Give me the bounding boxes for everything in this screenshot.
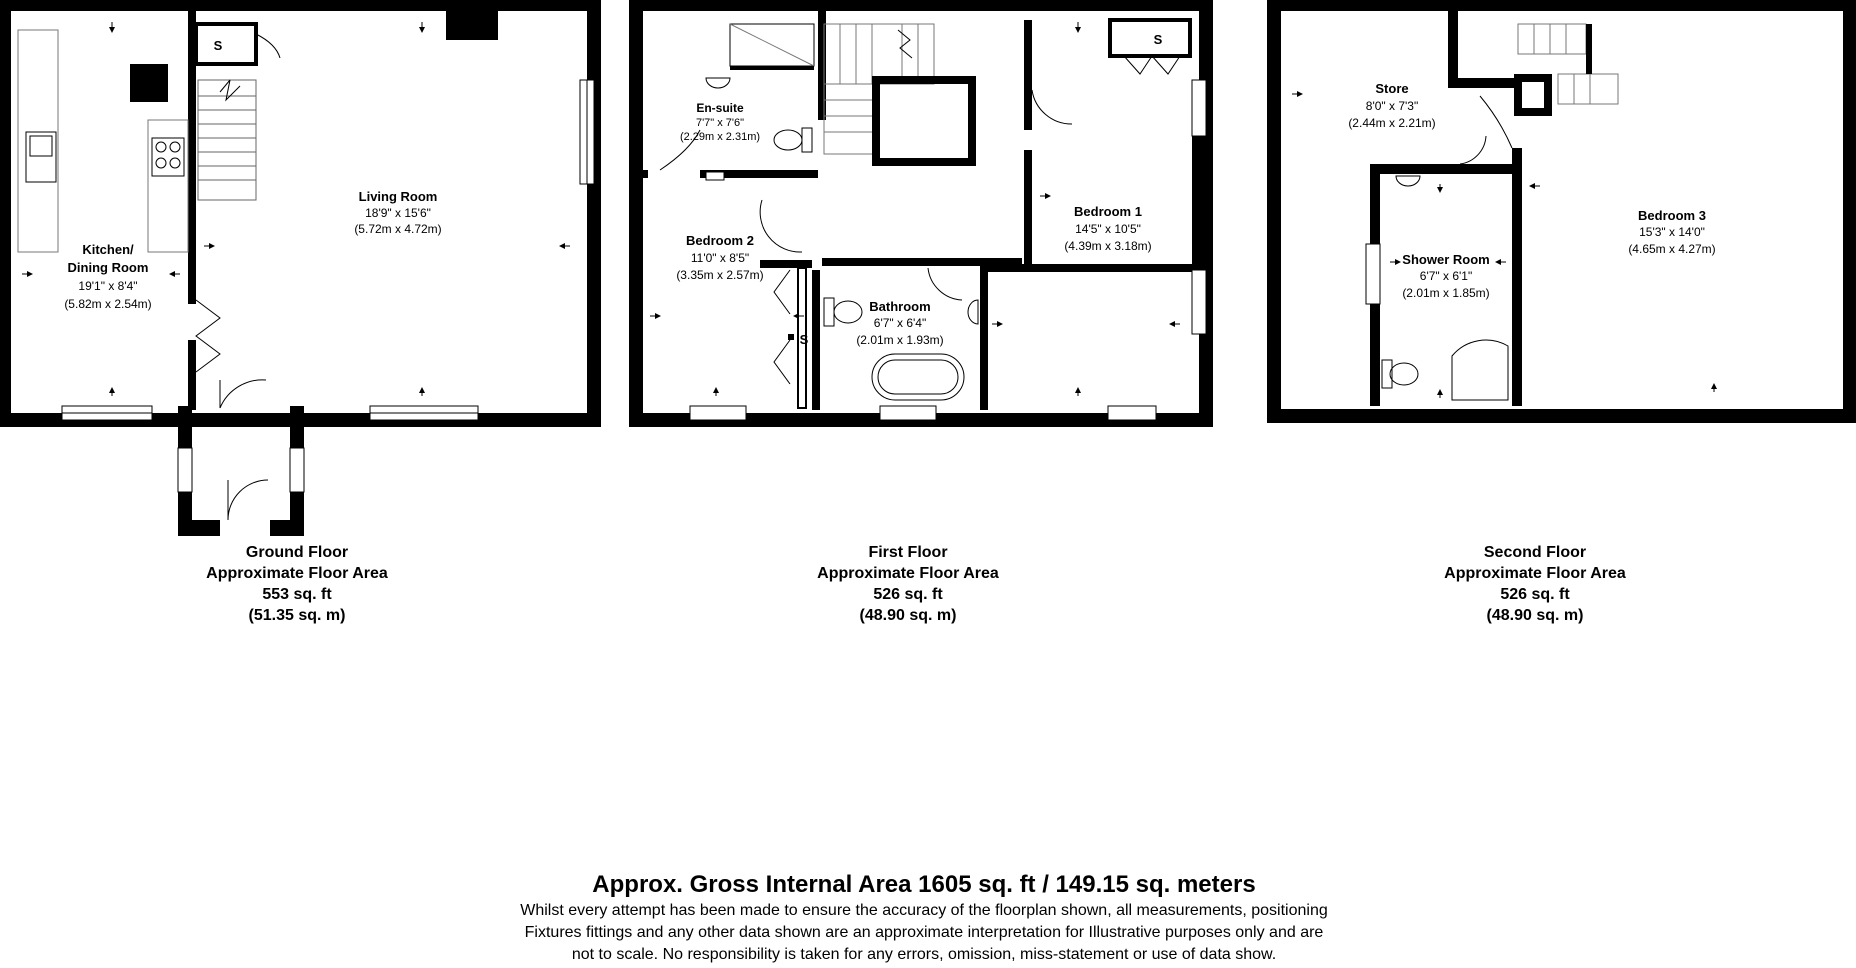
chimney-block <box>446 4 498 40</box>
ensuite-dim-metric: (2.29m x 2.31m) <box>679 131 761 143</box>
bedroom-2-dim-imperial: 11'0" x 8'5" <box>690 251 750 265</box>
porch <box>178 380 304 536</box>
first-floor-caption <box>817 544 999 624</box>
first-stairwell <box>824 24 972 162</box>
first-floor-area-sqft: 526 sq. ft <box>873 586 943 603</box>
ground-dimension-arrows <box>22 22 570 396</box>
bathtub <box>872 354 964 400</box>
second-floor-area-sqft: 526 sq. ft <box>1500 586 1570 603</box>
ground-outer-wall <box>4 4 594 420</box>
gross-internal-area: Approx. Gross Internal Area 1605 sq. ft / 149.15 sq. meters <box>592 871 1256 898</box>
bedroom-1-dim-metric: (4.39m x 3.18m) <box>1064 239 1152 253</box>
ground-floor-area-sqm: (51.35 sq. m) <box>248 607 346 624</box>
first-window-bath <box>880 406 936 420</box>
shower-room-name: Shower Room <box>1402 252 1490 267</box>
second-floor-name: Second Floor <box>1483 544 1587 561</box>
first-window-bed1 <box>1108 406 1156 420</box>
store-name: Store <box>1375 81 1409 96</box>
second-floor-caption <box>1444 544 1626 624</box>
shower-room-dim-imperial: 6'7" x 6'1" <box>1419 269 1473 283</box>
first-floor-name: First Floor <box>868 544 948 561</box>
bedroom-3-dim-metric: (4.65m x 4.27m) <box>1628 242 1716 256</box>
bedroom-1-dim-imperial: 14'5" x 10'5" <box>1075 222 1141 236</box>
shower-room-basin <box>1396 176 1420 186</box>
ground-floor-caption <box>206 544 388 624</box>
bathroom-name: Bathroom <box>869 299 931 314</box>
kitchen-dim-imperial: 19'1" x 8'4" <box>78 279 138 293</box>
bedroom-2-dim-metric: (3.35m x 2.57m) <box>676 268 764 282</box>
first-floor-area-label: Approximate Floor Area <box>817 565 999 582</box>
living-room-dim-imperial: 18'9" x 15'6" <box>365 206 431 220</box>
first-floor-area-sqm: (48.90 sq. m) <box>859 607 957 624</box>
disclaimer-line-1: Whilst every attempt has been made to ensure the accuracy of the floorplan shown, all measurements, positioning <box>520 902 1328 919</box>
store-dim-metric: (2.44m x 2.21m) <box>1348 116 1436 130</box>
first-window-bed2 <box>690 406 746 420</box>
bathroom-dim-imperial: 6'7" x 6'4" <box>873 316 927 330</box>
living-room-dim-metric: (5.72m x 4.72m) <box>354 222 442 236</box>
ensuite-dim-imperial: 7'7" x 7'6" <box>695 117 745 129</box>
ground-bifold-door <box>196 300 220 372</box>
ensuite-basin <box>706 78 730 88</box>
ensuite-toilet <box>774 130 802 150</box>
first-window-right2 <box>1192 270 1206 334</box>
bathroom-dim-metric: (2.01m x 1.93m) <box>856 333 944 347</box>
second-floor-plan <box>1274 4 1850 416</box>
store-dim-imperial: 8'0" x 7'3" <box>1365 99 1419 113</box>
first-window-right <box>1192 80 1206 136</box>
second-floor-area-label: Approximate Floor Area <box>1444 565 1626 582</box>
kitchen-name-line1: Kitchen/ <box>82 242 134 257</box>
kitchen-name-line2: Dining Room <box>67 260 149 275</box>
living-room-name: Living Room <box>358 189 438 204</box>
bedroom-1-name: Bedroom 1 <box>1074 204 1142 219</box>
ground-stairs <box>198 80 256 200</box>
bed2-wardrobe-mark: S <box>799 332 809 347</box>
kitchen-dim-metric: (5.82m x 2.54m) <box>64 297 152 311</box>
ground-store-mark: S <box>213 38 223 53</box>
ground-floor-area-label: Approximate Floor Area <box>206 565 388 582</box>
kitchen-counter-right <box>148 120 188 252</box>
first-wardrobe-mark: S <box>1153 32 1163 47</box>
bath-toilet <box>834 301 862 323</box>
ensuite-name: En-suite <box>696 101 744 115</box>
disclaimer-line-2: Fixtures fittings and any other data shown are an approximate interpretation for Illustrative purposes only and are <box>524 924 1324 941</box>
shower-room-shower <box>1452 340 1508 400</box>
ground-floor-name: Ground Floor <box>245 544 349 561</box>
ground-store <box>196 24 256 64</box>
shower-room-dim-metric: (2.01m x 1.85m) <box>1402 286 1490 300</box>
bedroom-2-name: Bedroom 2 <box>686 233 754 248</box>
ground-floor-area-sqft: 553 sq. ft <box>262 586 332 603</box>
bedroom-3-name: Bedroom 3 <box>1638 208 1706 223</box>
shower-room-toilet <box>1390 363 1418 385</box>
chimney-block-left <box>130 64 168 102</box>
bed1-wardrobe <box>1110 20 1190 56</box>
bedroom-3-dim-imperial: 15'3" x 14'0" <box>1639 225 1705 239</box>
disclaimer-line-3: not to scale. No responsibility is taken for any errors, omission, miss-statement or use of data show. <box>571 946 1277 963</box>
second-outer-wall <box>1274 4 1850 416</box>
second-floor-area-sqm: (48.90 sq. m) <box>1486 607 1584 624</box>
bath-basin <box>968 300 978 324</box>
